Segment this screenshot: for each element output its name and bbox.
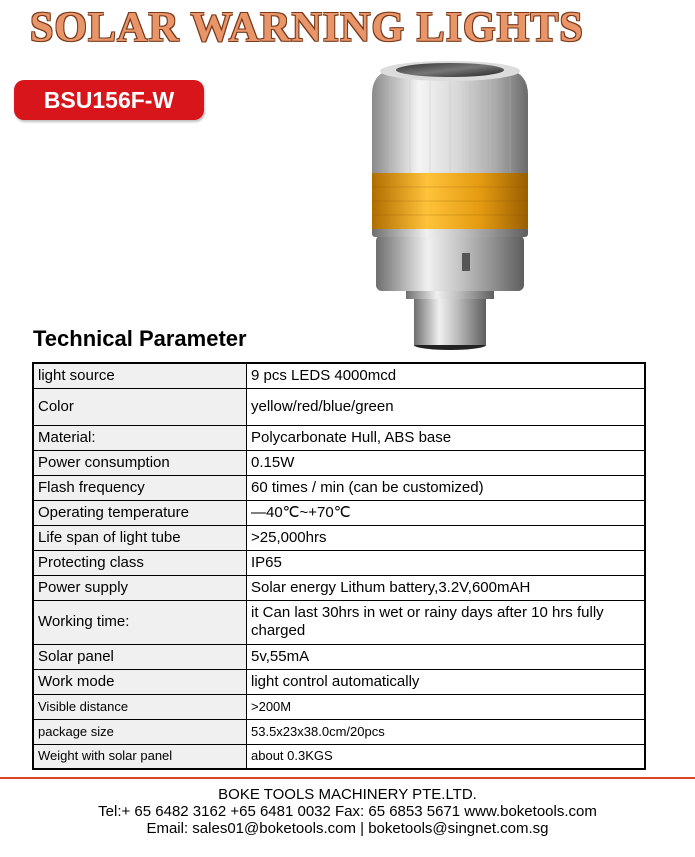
footer-divider: [0, 777, 695, 779]
table-row: [33, 600, 645, 644]
model-badge: BSU156F-W: [14, 80, 204, 120]
param-value: 0.15W: [247, 450, 646, 475]
param-value: about 0.3KGS: [247, 744, 646, 769]
param-label: package size: [33, 719, 247, 744]
param-label: Material:: [33, 425, 247, 450]
param-label: Life span of light tube: [33, 525, 247, 550]
param-value: 60 times / min (can be customized): [247, 475, 646, 500]
email-line: Email: sales01@boketools.com | boketools@singnet.com.sg: [146, 820, 549, 837]
param-value: 53.5x23x38.0cm/20pcs: [247, 719, 646, 744]
param-label: Protecting class: [33, 550, 247, 575]
table-row: [33, 694, 645, 719]
table-row: [33, 500, 645, 525]
param-label: Visible distance: [33, 694, 247, 719]
table-row: [33, 525, 645, 550]
param-value: —40℃~+70℃: [247, 500, 646, 525]
table-row: [33, 575, 645, 600]
param-value: Polycarbonate Hull, ABS base: [247, 425, 646, 450]
param-label: Power consumption: [33, 450, 247, 475]
param-value: light control automatically: [247, 669, 646, 694]
param-label: Weight with solar panel: [33, 744, 247, 769]
table-row: [33, 719, 645, 744]
table-row: [33, 425, 645, 450]
param-label: Solar panel: [33, 644, 247, 669]
param-value: IP65: [247, 550, 646, 575]
warning-light-image: [350, 55, 550, 355]
param-value: 9 pcs LEDS 4000mcd: [247, 363, 646, 388]
contact-line: Tel:+ 65 6482 3162 +65 6481 0032 Fax: 65 6853 5671 www.boketools.com: [98, 803, 597, 820]
table-row: [33, 744, 645, 769]
section-title: Technical Parameter: [33, 326, 247, 351]
param-value: 5v,55mA: [247, 644, 646, 669]
table-row: [33, 669, 645, 694]
table-row: [33, 388, 645, 425]
page-title: SOLAR WARNING LIGHTS: [30, 5, 584, 51]
param-value: yellow/red/blue/green: [247, 388, 646, 425]
param-value: >200M: [247, 694, 646, 719]
table-row: [33, 450, 645, 475]
table-row: [33, 550, 645, 575]
parameter-table: [32, 362, 646, 770]
footer: [0, 786, 695, 837]
param-label: Flash frequency: [33, 475, 247, 500]
param-label: Operating temperature: [33, 500, 247, 525]
param-value: >25,000hrs: [247, 525, 646, 550]
param-label: light source: [33, 363, 247, 388]
company-name: BOKE TOOLS MACHINERY PTE.LTD.: [218, 786, 477, 803]
param-label: Color: [33, 388, 247, 425]
param-value: it Can last 30hrs in wet or rainy days after 10 hrs fully charged: [247, 600, 646, 644]
param-label: Work mode: [33, 669, 247, 694]
table-row: [33, 475, 645, 500]
param-label: Power supply: [33, 575, 247, 600]
table-row: [33, 644, 645, 669]
param-label: Working time:: [33, 600, 247, 644]
param-value: Solar energy Lithum battery,3.2V,600mAH: [247, 575, 646, 600]
table-row: [33, 363, 645, 388]
